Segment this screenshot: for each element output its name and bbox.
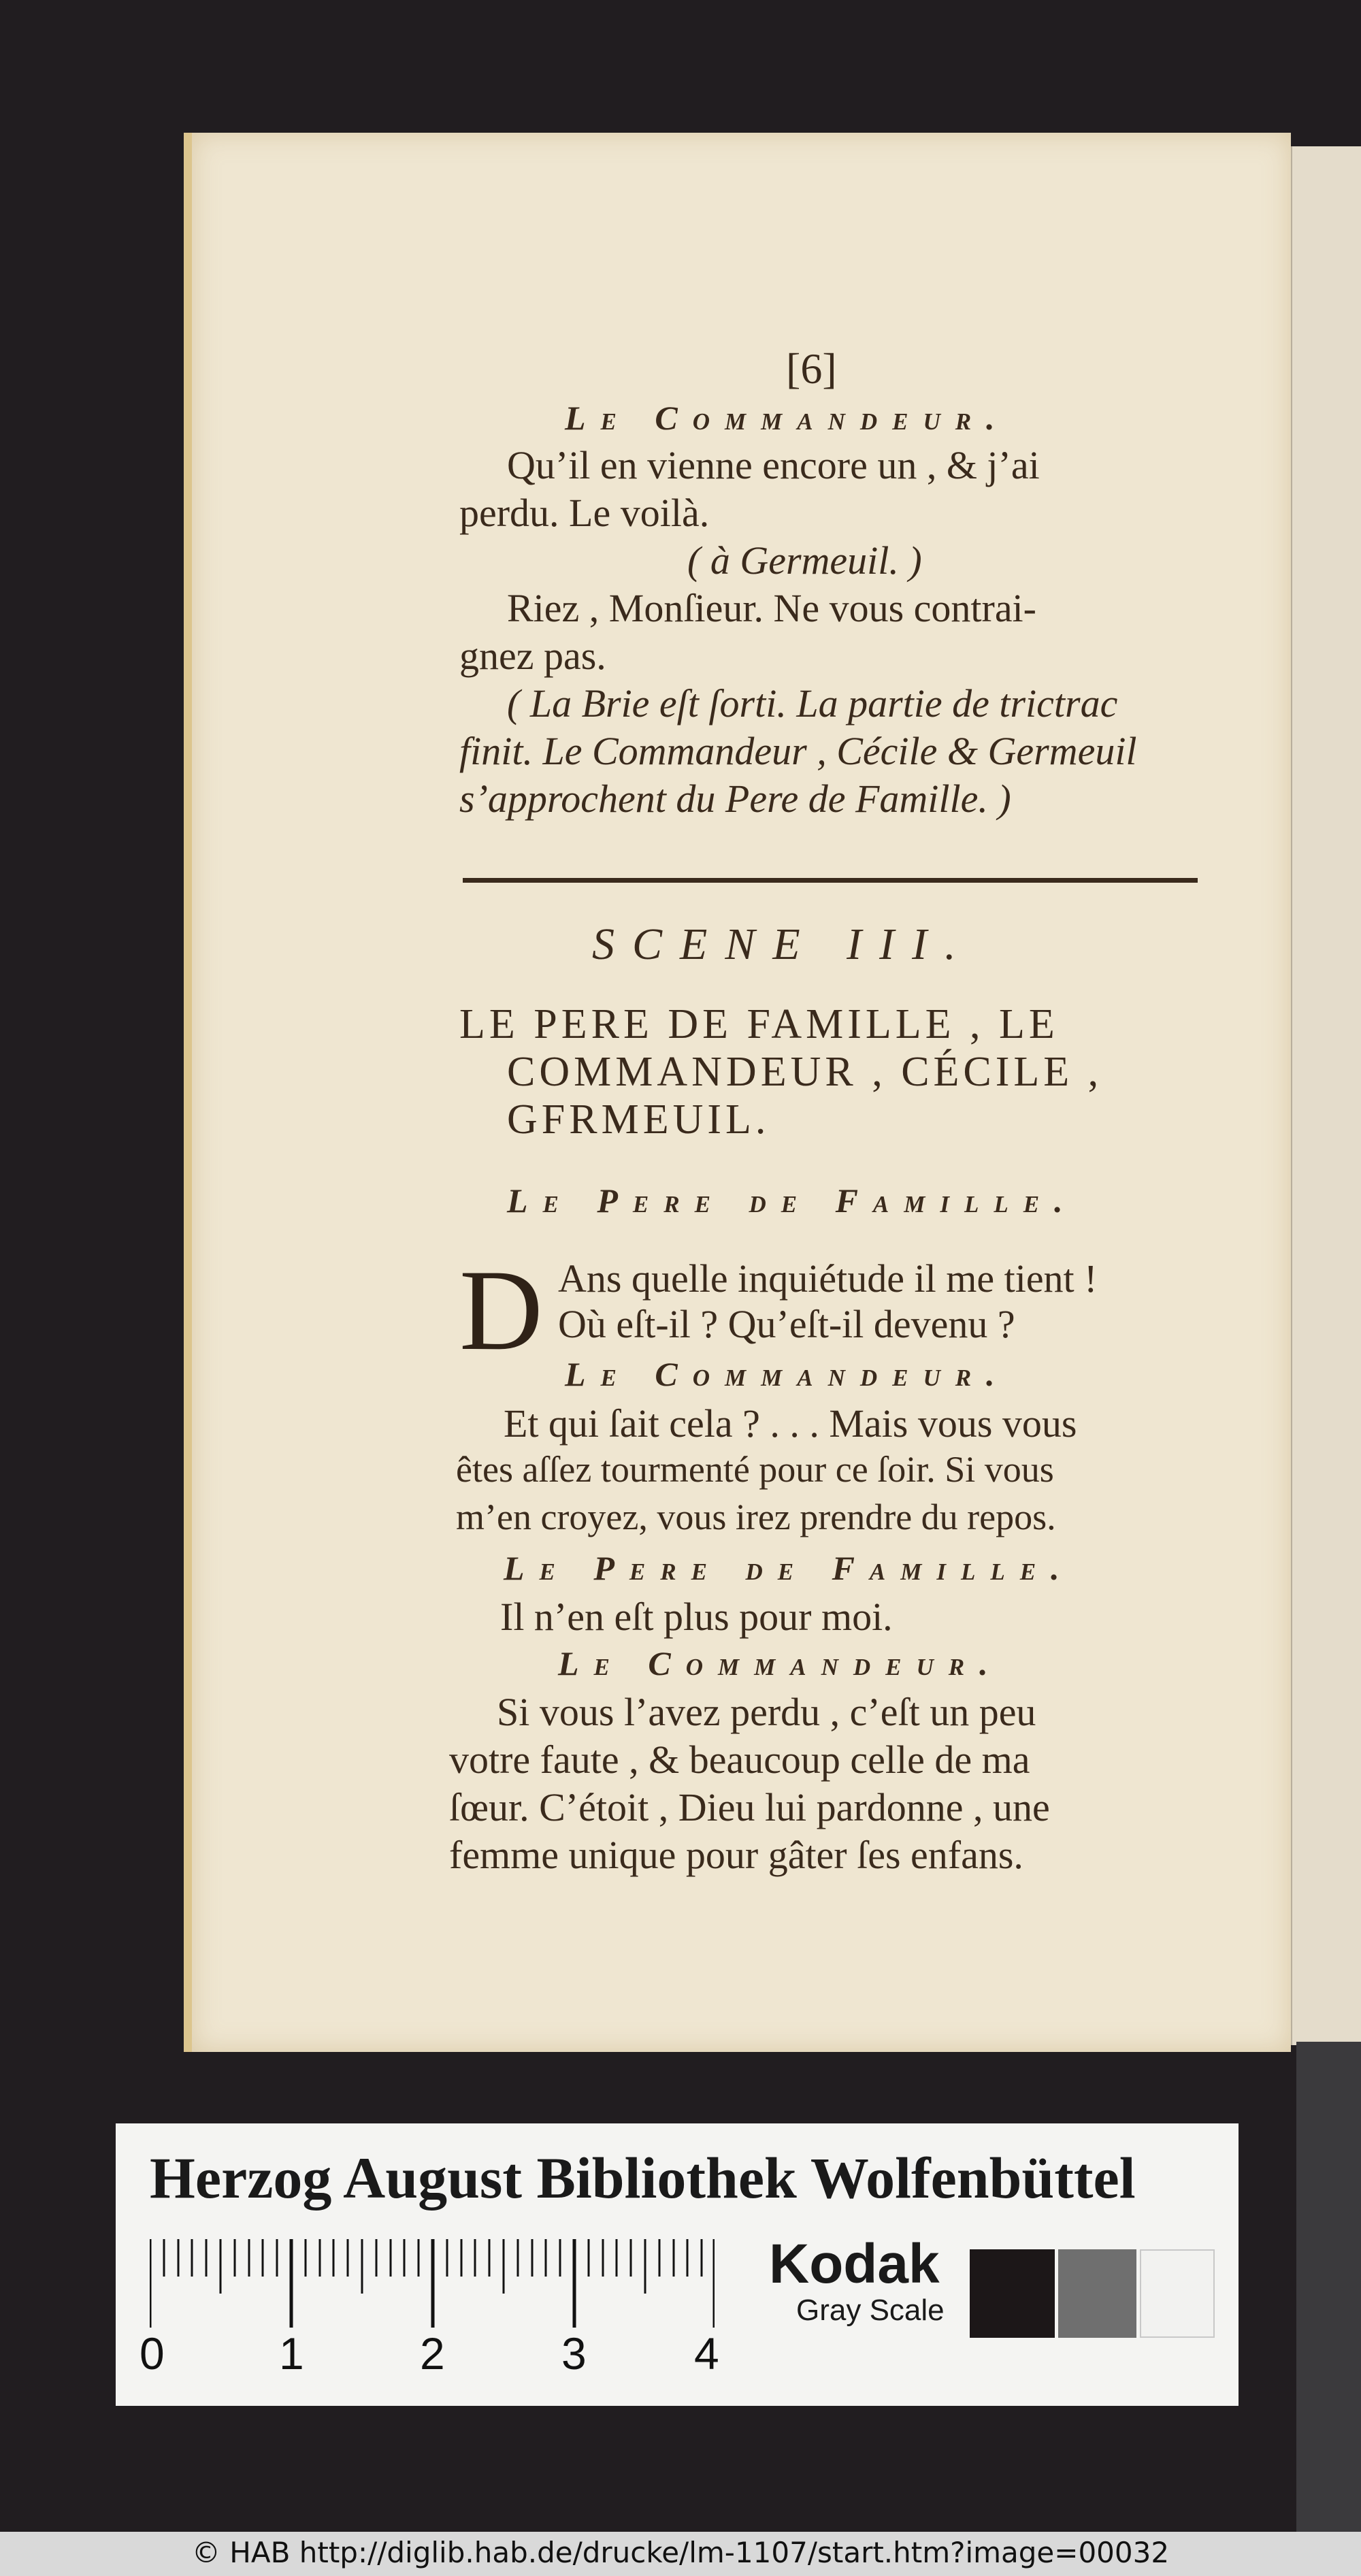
section-divider xyxy=(463,878,1198,883)
gray-swatch-light xyxy=(1140,2249,1215,2338)
character-list: GFRMEUIL. xyxy=(507,1096,770,1143)
speaker-label: Le Pere de Famille. xyxy=(504,1549,1075,1587)
text-line: votre faute , & beaucoup celle de ma xyxy=(449,1738,1030,1782)
text-line: gnez pas. xyxy=(459,634,606,678)
character-list: COMMANDEUR , CÉCILE , xyxy=(507,1049,1103,1095)
text-line: m’en croyez, vous irez prendre du repos. xyxy=(456,1497,1056,1537)
text-line: êtes aſſez tourmenté pour ce ſoir. Si vous xyxy=(456,1449,1054,1490)
adjacent-page-edge xyxy=(1290,146,1361,2045)
text-line: Et qui ſait cela ? . . . Mais vous vous xyxy=(504,1401,1077,1446)
ruler-label: 0 xyxy=(140,2328,165,2379)
ruler xyxy=(150,2239,715,2328)
text-line: perdu. Le voilà. xyxy=(459,491,710,535)
gray-scale-label: Gray Scale xyxy=(796,2294,945,2327)
stage-direction: s’approchent du Pere de Famille. ) xyxy=(459,777,1011,821)
stage-direction: ( La Brie eſt ſorti. La partie de trictrac xyxy=(507,681,1118,725)
footer-bar xyxy=(0,2532,1361,2576)
text-line: Riez , Monſieur. Ne vous contrai- xyxy=(507,586,1036,630)
gray-swatch-dark xyxy=(970,2249,1055,2338)
speaker-label: Le Pere de Famille. xyxy=(507,1181,1078,1220)
ruler-label: 4 xyxy=(694,2328,719,2379)
speaker-label: Le Commandeur. xyxy=(565,399,1010,437)
gray-swatch-mid xyxy=(1058,2249,1136,2338)
ruler-label: 1 xyxy=(279,2328,304,2379)
text-line: Où eſt-il ? Qu’eſt-il devenu ? xyxy=(558,1302,1015,1346)
text-line: Il n’en eſt plus pour moi. xyxy=(500,1595,893,1639)
text-line: Ans quelle inquiétude il me tient ! xyxy=(558,1256,1098,1301)
text-line: ſœur. C’étoit , Dieu lui pardonne , une xyxy=(449,1785,1050,1829)
copyright-url[interactable]: © HAB http://diglib.hab.de/drucke/lm-1107/start.htm?image=00032 xyxy=(191,2536,1170,2569)
scene-title: SCENE III. xyxy=(592,919,974,969)
speaker-label: Le Commandeur. xyxy=(565,1355,1010,1393)
text-line: Qu’il en vienne encore un , & j’ai xyxy=(507,443,1040,487)
stage-direction: finit. Le Commandeur , Cécile & Germeuil xyxy=(459,729,1137,773)
kodak-logo: Kodak xyxy=(769,2233,940,2295)
drop-cap: D xyxy=(459,1246,543,1374)
ruler-label: 3 xyxy=(561,2328,587,2379)
text-line: Si vous l’avez perdu , c’eſt un peu xyxy=(497,1690,1036,1734)
ruler-label: 2 xyxy=(420,2328,445,2379)
color-scale-card xyxy=(116,2123,1239,2406)
library-name: Herzog August Bibliothek Wolfenbüttel xyxy=(150,2145,1136,2211)
page-number: [6] xyxy=(786,344,837,393)
text-line: femme unique pour gâter ſes enfans. xyxy=(449,1833,1023,1877)
speaker-label: Le Commandeur. xyxy=(558,1644,1003,1682)
stage-direction: ( à Germeuil. ) xyxy=(687,538,922,583)
character-list: LE PERE DE FAMILLE , LE xyxy=(459,1001,1059,1047)
adjacent-card-edge xyxy=(1296,2042,1361,2532)
